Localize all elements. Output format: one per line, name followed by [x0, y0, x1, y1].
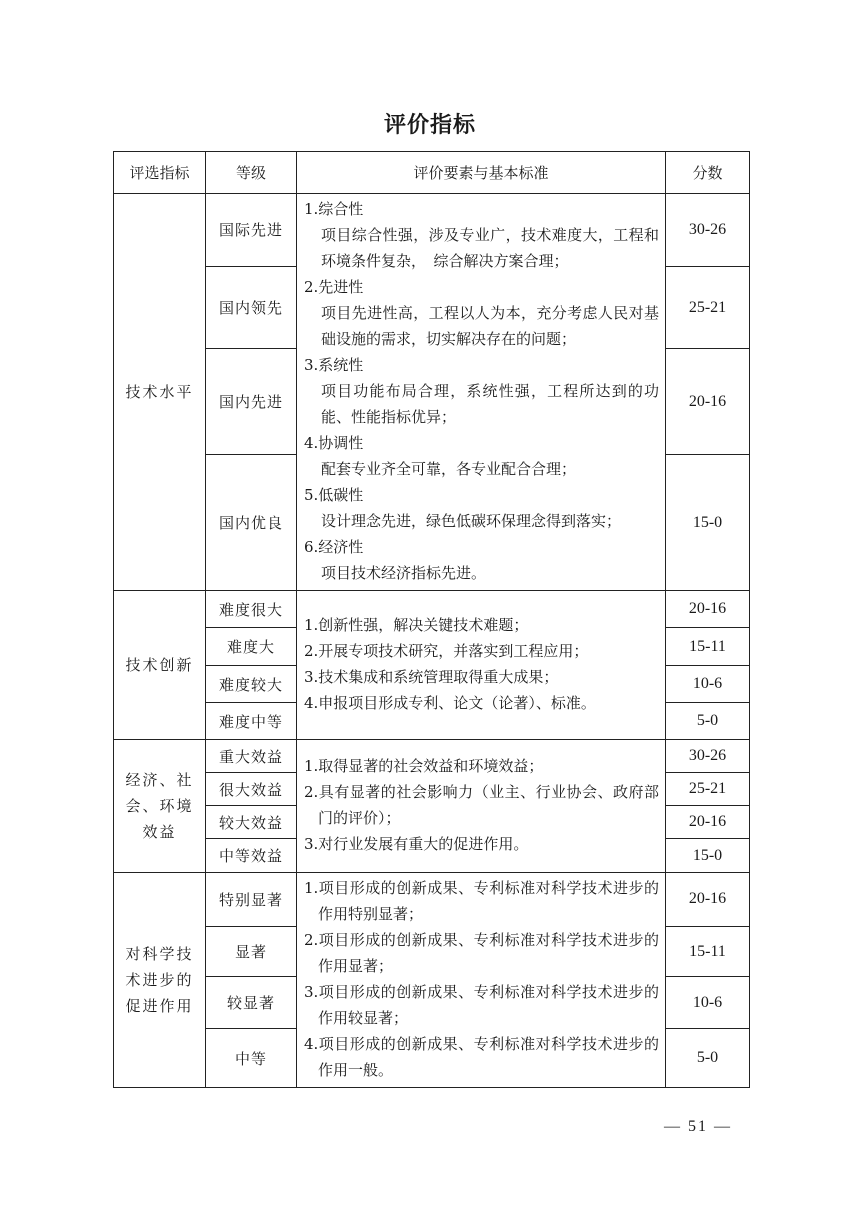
standard-item: 1.创新性强，解决关键技术难题；	[304, 616, 529, 634]
score-cell: 10-6	[666, 977, 750, 1029]
item-body: 项目综合性强，涉及专业广，技术难度大，工程和环境条件复杂， 综合解决方案合理；	[321, 226, 659, 270]
standard-item: 1.项目形成的创新成果、专利标准对科学技术进步的作用特别显著；	[304, 879, 659, 923]
score-cell: 30-26	[666, 194, 750, 267]
grade-cell: 特别显著	[206, 873, 297, 927]
standard-item: 3.对行业发展有重大的促进作用。	[304, 835, 529, 853]
category-line: 对科学技	[125, 945, 194, 963]
standard-item: 2.项目形成的创新成果、专利标准对科学技术进步的作用显著；	[304, 931, 659, 975]
category-line: 经济、社	[125, 771, 194, 789]
score-cell: 20-16	[666, 806, 750, 839]
grade-cell: 重大效益	[206, 740, 297, 773]
table-row	[114, 194, 750, 267]
grade-cell: 难度很大	[206, 591, 297, 628]
item-body: 配套专业齐全可靠，各专业配合合理；	[321, 460, 577, 478]
standard-item: 2.具有显著的社会影响力（业主、行业协会、政府部门的评价）；	[304, 783, 659, 827]
grade-cell: 很大效益	[206, 773, 297, 806]
item-heading: 5.低碳性	[304, 486, 364, 504]
item-body: 设计理念先进，绿色低碳环保理念得到落实；	[321, 512, 622, 530]
item-body: 项目先进性高，工程以人为本，充分考虑人民对基础设施的需求，切实解决存在的问题；	[321, 304, 659, 348]
grade-cell: 难度中等	[206, 703, 297, 740]
item-heading: 4.协调性	[304, 434, 364, 452]
category-line: 会、环境	[125, 797, 194, 815]
grade-cell: 较大效益	[206, 806, 297, 839]
grade-cell: 国内优良	[206, 455, 297, 591]
table-header-row	[114, 152, 750, 194]
score-cell: 30-26	[666, 740, 750, 773]
standard-cell-tech-innovation	[297, 591, 666, 740]
standard-item: 2.开展专项技术研究，并落实到工程应用；	[304, 642, 589, 660]
page-title: 评价指标	[383, 113, 476, 138]
table-row	[114, 591, 750, 628]
category-line: 促进作用	[125, 997, 194, 1015]
grade-cell: 难度大	[206, 628, 297, 666]
score-cell: 25-21	[666, 773, 750, 806]
grade-cell: 国内先进	[206, 349, 297, 455]
score-cell: 5-0	[666, 1029, 750, 1088]
category-tech-level: 技术水平	[114, 194, 206, 591]
standard-cell-sci-tech	[297, 873, 666, 1088]
evaluation-table	[113, 151, 750, 1088]
standard-cell-tech-level	[297, 194, 666, 591]
table-row	[114, 740, 750, 773]
item-heading: 1.综合性	[304, 200, 364, 218]
score-cell: 10-6	[666, 666, 750, 703]
standard-item: 4.申报项目形成专利、论文（论著）、标准。	[304, 694, 596, 712]
category-tech-innovation: 技术创新	[114, 591, 206, 740]
table-row	[114, 873, 750, 927]
standard-item: 4.项目形成的创新成果、专利标准对科学技术进步的作用一般。	[304, 1035, 659, 1079]
item-body: 项目功能布局合理，系统性强，工程所达到的功能、性能指标优异；	[321, 382, 659, 426]
score-cell: 15-0	[666, 839, 750, 873]
header-standard: 评价要素与基本标准	[297, 152, 666, 194]
standard-item: 3.技术集成和系统管理取得重大成果；	[304, 668, 559, 686]
item-heading: 2.先进性	[304, 278, 364, 296]
score-cell: 5-0	[666, 703, 750, 740]
grade-cell: 难度较大	[206, 666, 297, 703]
score-cell: 25-21	[666, 266, 750, 349]
score-cell: 15-11	[666, 926, 750, 977]
score-cell: 15-0	[666, 455, 750, 591]
category-sci-tech-progress	[114, 873, 206, 1088]
header-score: 分数	[666, 152, 750, 194]
header-grade: 等级	[206, 152, 297, 194]
score-cell: 20-16	[666, 349, 750, 455]
category-line: 效益	[142, 823, 177, 841]
item-heading: 6.经济性	[304, 538, 364, 556]
grade-cell: 国际先进	[206, 194, 297, 267]
grade-cell: 中等	[206, 1029, 297, 1088]
standard-item: 3.项目形成的创新成果、专利标准对科学技术进步的作用较显著；	[304, 983, 659, 1027]
item-heading: 3.系统性	[304, 356, 364, 374]
score-cell: 20-16	[666, 873, 750, 927]
score-cell: 20-16	[666, 591, 750, 628]
standard-item: 1.取得显著的社会效益和环境效益；	[304, 757, 544, 775]
category-line: 术进步的	[125, 971, 194, 989]
standard-cell-benefits	[297, 740, 666, 873]
category-economic-social-env	[114, 740, 206, 873]
grade-cell: 中等效益	[206, 839, 297, 873]
item-body: 项目技术经济指标先进。	[321, 564, 487, 582]
grade-cell: 国内领先	[206, 266, 297, 349]
score-cell: 15-11	[666, 628, 750, 666]
grade-cell: 显著	[206, 926, 297, 977]
grade-cell: 较显著	[206, 977, 297, 1029]
header-category: 评选指标	[114, 152, 206, 194]
page-number: — 51 —	[664, 1118, 732, 1135]
